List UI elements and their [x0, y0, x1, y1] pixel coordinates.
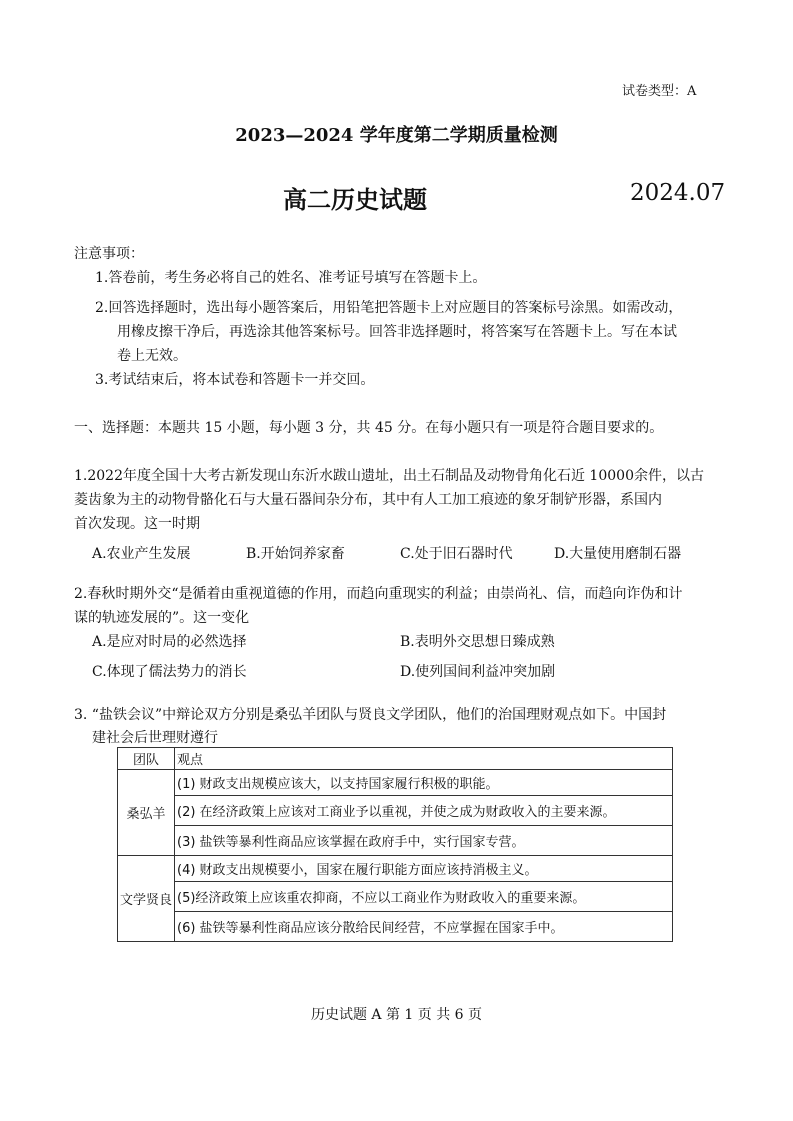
- notice-item: 3.考试结束后，将本试卷和答题卡一并交回。: [95, 372, 375, 388]
- question-1-option-b: B.开始饲养家畜: [246, 546, 345, 562]
- question-3-stem: 3. “盐铁会议”中辩论双方分别是桑弘羊团队与贤良文学团队，他们的治国理财观点如下。中国封: [74, 707, 667, 723]
- table-row: [118, 796, 673, 826]
- viewpoint-cell: (3) 盐铁等暴利性商品应该掌握在政府手中，实行国家专营。: [175, 826, 673, 856]
- notice-item: 2.回答选择题时，选出每小题答案后，用铅笔把答题卡上对应题目的答案标号涂黑。如需改动，: [95, 300, 683, 316]
- notice-item: 卷上无效。: [117, 348, 187, 364]
- exam-title: 2023—2024 学年度第二学期质量检测: [235, 125, 558, 146]
- question-1-stem: 菱齿象为主的动物骨骼化石与大量石器间杂分布，其中有人工加工痕迹的象牙制铲形器，系国内: [74, 492, 662, 508]
- notice-item: 用橡皮擦干净后，再选涂其他答案标号。回答非选择题时，将答案写在答题卡上。写在本试: [117, 324, 677, 340]
- viewpoint-cell: (2) 在经济政策上应该对工商业予以重视，并使之成为财政收入的主要来源。: [175, 796, 673, 826]
- question-2-stem: 2.春秋时期外交“是循着由重视道德的作用，而趋向重现实的利益；由崇尚礼、信，而趋向诈伪和计: [74, 586, 683, 602]
- team-cell-sanghongyang: 桑弘羊: [118, 770, 175, 856]
- table-row: [118, 770, 673, 796]
- table-row: [118, 882, 673, 912]
- question-3-stem: 建社会后世理财遵行: [92, 730, 218, 746]
- question-1-stem: 1.2022年度全国十大考古新发现山东沂水跋山遗址，出土石制品及动物骨角化石近 10000余件，以古: [74, 468, 704, 484]
- subject-title: 高二历史试题: [283, 185, 427, 214]
- notice-heading: 注意事项：: [74, 246, 144, 262]
- team-cell-wenxue-xianliang: 文学贤良: [118, 856, 175, 942]
- table-header-row: [118, 748, 673, 770]
- question-1-option-d: D.大量使用磨制石器: [554, 546, 682, 562]
- viewpoint-cell: (5)经济政策上应该重农抑商，不应以工商业作为财政收入的重要来源。: [175, 882, 673, 912]
- table-row: [118, 856, 673, 882]
- question-2-option-b: B.表明外交思想日臻成熟: [400, 634, 555, 650]
- notice-item: 1.答卷前，考生务必将自己的姓名、准考证号填写在答题卡上。: [95, 270, 487, 286]
- table-header-team: 团队: [118, 748, 175, 770]
- question-1-option-a: A.农业产生发展: [92, 546, 191, 562]
- question-2-option-d: D.使列国间利益冲突加剧: [400, 664, 556, 680]
- table-header-viewpoint: 观点: [175, 748, 673, 770]
- viewpoint-table: [117, 747, 673, 942]
- question-1-option-c: C.处于旧石器时代: [400, 546, 513, 562]
- viewpoint-cell: (1) 财政支出规模应该大，以支持国家履行积极的职能。: [175, 770, 673, 796]
- viewpoint-cell: (6) 盐铁等暴利性商品应该分散给民间经营，不应掌握在国家手中。: [175, 912, 673, 942]
- exam-type-label: 试卷类型：A: [622, 84, 697, 99]
- question-2-stem: 谋的轨迹发展的”。这一变化: [74, 610, 250, 626]
- exam-date: 2024.07: [630, 180, 726, 206]
- table-row: [118, 912, 673, 942]
- table-row: [118, 826, 673, 856]
- question-1-stem: 首次发现。这一时期: [74, 516, 200, 532]
- section-heading: 一、选择题：本题共 15 小题，每小题 3 分，共 45 分。在每小题只有一项是符合题目要求的。: [74, 420, 664, 436]
- viewpoint-cell: (4) 财政支出规模要小，国家在履行职能方面应该持消极主义。: [175, 856, 673, 882]
- question-2-option-c: C.体现了儒法势力的消长: [92, 664, 247, 680]
- page-footer: 历史试题 A 第 1 页 共 6 页: [310, 1007, 483, 1023]
- question-2-option-a: A.是应对时局的必然选择: [92, 634, 247, 650]
